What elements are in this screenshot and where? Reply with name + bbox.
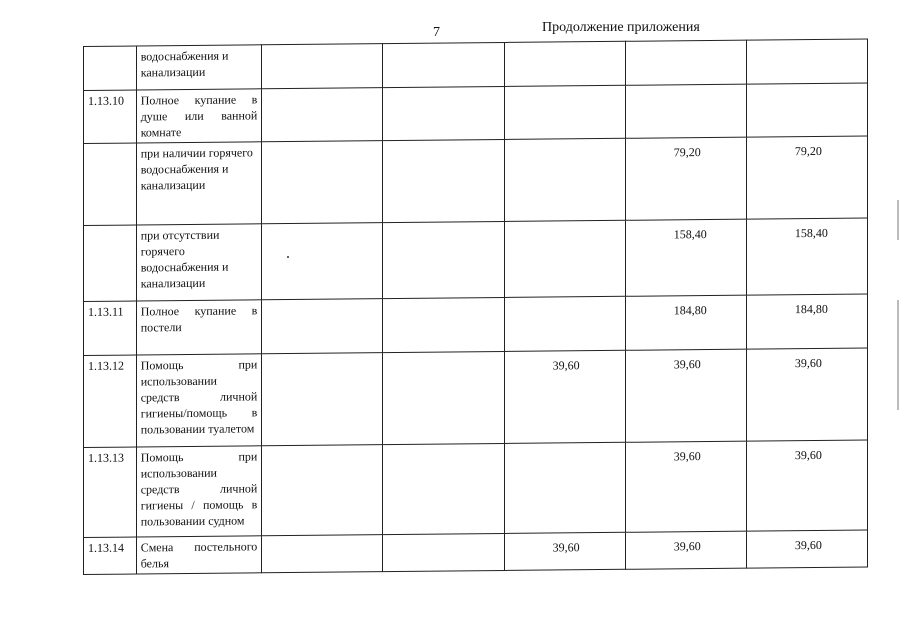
table-row [84, 348, 868, 448]
table-row [84, 294, 868, 356]
service-name: Помощь при использовании средств личной гигиены/помощь в пользовании туалетом [136, 354, 262, 447]
value-cell: 39,60 [746, 348, 867, 441]
value-cell: 39,60 [504, 532, 625, 570]
value-cell: 39,60 [746, 530, 867, 568]
row-number [84, 143, 137, 226]
service-name: Полное купание в душе или ванной комнате [136, 89, 262, 143]
table-row [84, 530, 868, 575]
row-number [84, 46, 137, 91]
value-cell [262, 299, 383, 354]
service-name: Помощь при использовании средств личной гигиены / помощь в пользовании судном [136, 446, 262, 537]
value-cell [625, 84, 746, 138]
service-name: водоснабжения и канализации [136, 45, 262, 90]
value-cell [262, 44, 383, 89]
table-row [84, 440, 868, 538]
value-cell [504, 220, 625, 297]
table-row [84, 136, 868, 226]
row-number: 1.13.13 [84, 447, 137, 538]
row-number: 1.13.10 [84, 90, 137, 144]
value-cell [504, 85, 625, 139]
value-cell [383, 533, 504, 571]
row-number: 1.13.14 [84, 537, 137, 575]
value-cell [262, 141, 383, 224]
tariff-table [83, 38, 868, 575]
value-cell: 39,60 [625, 349, 746, 442]
page-number: 7 [433, 25, 440, 40]
value-cell: 39,60 [625, 531, 746, 569]
value-cell: 39,60 [504, 350, 625, 443]
scan-speck [287, 256, 289, 258]
service-name: при наличии горячего водоснабжения и канализации [136, 142, 262, 225]
value-cell: 79,20 [746, 136, 867, 219]
value-cell [262, 88, 383, 142]
service-name: при отсутствии горячего водоснабжения и канализации [136, 224, 262, 301]
value-cell: 79,20 [625, 137, 746, 220]
table-row [84, 218, 868, 302]
value-cell: 184,80 [625, 295, 746, 350]
row-number: 1.13.11 [84, 301, 137, 356]
value-cell [383, 42, 504, 87]
value-cell [383, 297, 504, 352]
value-cell [383, 351, 504, 444]
scan-edge-mark [897, 300, 899, 410]
value-cell [504, 296, 625, 351]
scan-edge-mark [897, 200, 899, 240]
table-row [84, 83, 868, 144]
value-cell: 158,40 [746, 218, 867, 295]
value-cell: 184,80 [746, 294, 867, 349]
value-cell [383, 86, 504, 140]
value-cell [383, 443, 504, 534]
value-cell [504, 41, 625, 86]
value-cell: 39,60 [625, 441, 746, 532]
value-cell [504, 442, 625, 533]
table-row [84, 39, 868, 91]
value-cell [625, 40, 746, 85]
value-cell [262, 223, 383, 300]
value-cell [262, 445, 383, 536]
value-cell [504, 138, 625, 221]
value-cell [383, 221, 504, 298]
value-cell: 158,40 [625, 219, 746, 296]
value-cell [262, 535, 383, 573]
value-cell [746, 39, 867, 84]
value-cell: 39,60 [746, 440, 867, 531]
row-number [84, 225, 137, 302]
service-name: Смена постельного белья [136, 536, 262, 574]
value-cell [746, 83, 867, 137]
value-cell [262, 353, 383, 446]
row-number: 1.13.12 [84, 355, 137, 448]
page-caption: Продолжение приложения [542, 20, 700, 35]
service-name: Полное купание в постели [136, 300, 262, 355]
value-cell [383, 139, 504, 222]
